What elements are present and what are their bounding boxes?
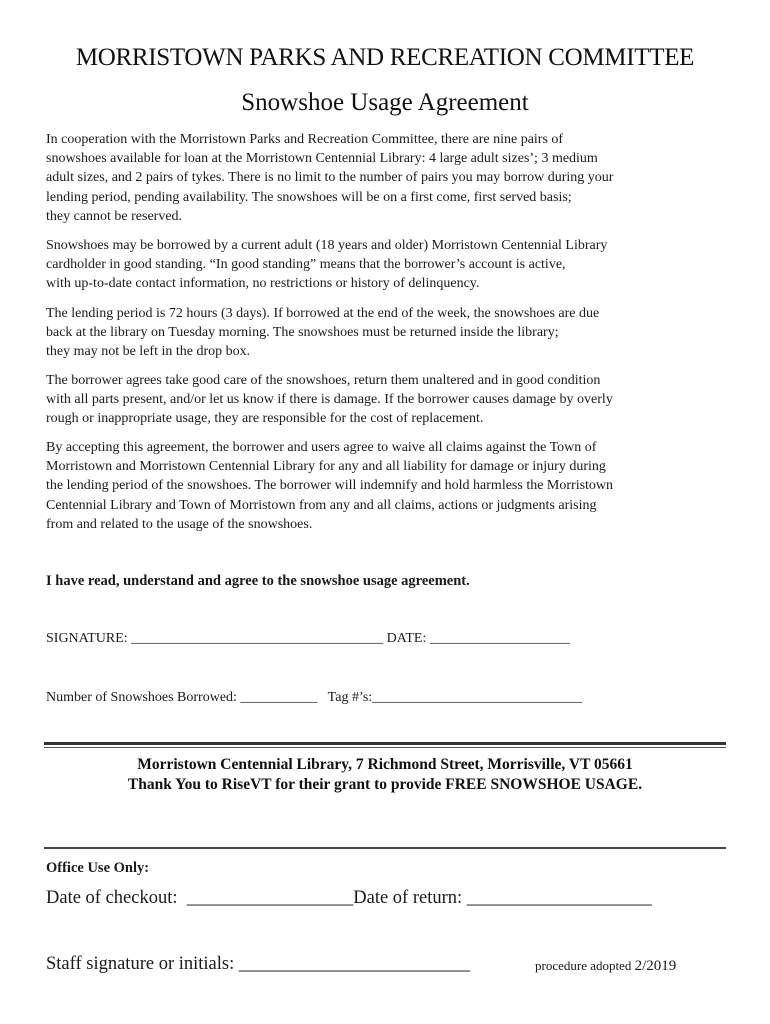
- paragraph-availability: In cooperation with the Morristown Parks and Recreation Committee, there are nine pairs of snowshoes available for loan at the Morristown Centennial Library: 4 large adult sizes’; 3 medium adult sizes, and 2 pairs of tykes. There is no limit to the number of pairs you may borrow during your lending period, pending availability. The snowshoes will be on a first come, first served basis; they cannot be reserved.: [46, 132, 614, 224]
- procedure-note: [535, 958, 676, 975]
- snowshoes-tag-line: Number of Snowshoes Borrowed: ___________ Tag #’s:______________________________: [46, 690, 583, 705]
- grant-thanks: Thank You to RiseVT for their grant to provide FREE SNOWSHOE USAGE.: [127, 776, 643, 793]
- page-title: MORRISTOWN PARKS AND RECREATION COMMITTEE: [75, 44, 695, 71]
- divider-thick: [44, 742, 726, 745]
- library-address: Morristown Centennial Library, 7 Richmond Street, Morrisville, VT 05661: [137, 756, 633, 773]
- agreement-statement: I have read, understand and agree to the snowshoe usage agreement.: [46, 573, 470, 589]
- divider-office: [44, 847, 726, 849]
- staff-signature-line: Staff signature or initials: _________________________: [46, 954, 471, 974]
- page-subtitle: Snowshoe Usage Agreement: [241, 89, 529, 116]
- divider-thin: [44, 747, 726, 748]
- paragraph-lending-period: The lending period is 72 hours (3 days). If borrowed at the end of the week, the snowshoes are due back at the library on Tuesday morning. The snowshoes must be returned inside the library; they may not be left in the drop box.: [46, 306, 600, 360]
- office-use-heading: Office Use Only:: [46, 860, 150, 876]
- procedure-date: 2/2019: [634, 958, 677, 974]
- procedure-label: procedure adopted: [535, 958, 632, 973]
- checkout-return-line: Date of checkout: __________________Date of return: ____________________: [46, 888, 652, 908]
- paragraph-care: The borrower agrees take good care of the snowshoes, return them unaltered and in good condition with all parts present, and/or let us know if there is damage. If the borrower causes damage by overly rough or inappropriate usage, they are responsible for the cost of replacement.: [46, 373, 613, 427]
- paragraph-waiver: By accepting this agreement, the borrower and users agree to waive all claims against the Town of Morristown and Morristown Centennial Library for any and all liability for damage or injury during the lending period of the snowshoes. The borrower will indemnify and hold harmless the Morristown Centennial Library and Town of Morristown from any and all claims, actions or judgments arising from and related to the usage of the snowshoes.: [46, 440, 614, 532]
- signature-date-line: SIGNATURE: ____________________________________ DATE: ____________________: [46, 631, 570, 646]
- paragraph-eligibility: Snowshoes may be borrowed by a current adult (18 years and older) Morristown Centennial Library cardholder in good standing. “In good standing” means that the borrower’s account is active, with up-to-date contact information, no restrictions or history of delinquency.: [46, 238, 608, 292]
